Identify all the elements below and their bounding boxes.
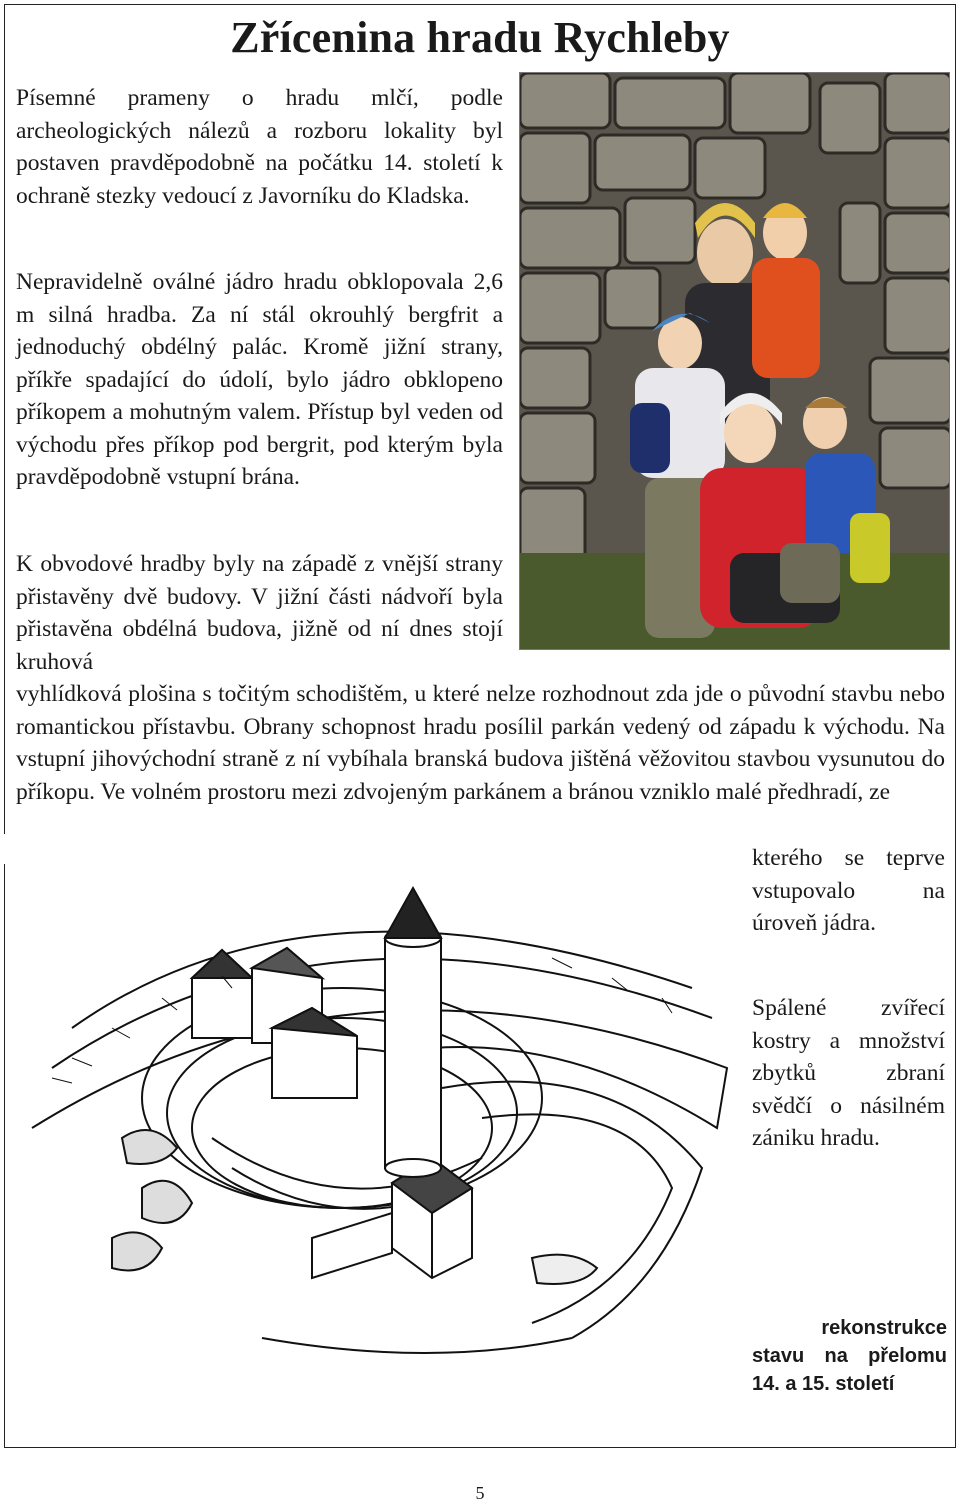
- paragraph-forecourt-end: kterého se teprve vstupovalo na úroveň jádra.: [752, 845, 945, 936]
- photo-illustration: [520, 73, 950, 650]
- drawing-illustration: [12, 868, 737, 1388]
- paragraph-buildings-continued: vyhlídková plošina s točitým schodištěm, u které nelze rozhodnout zda jde o původní stavbu nebo romantickou přístavbu. Obrany schopnost hradu posílil parkán vedený od západu k východu. Na vstupní jihovýchodní straně z ní vybíhala branská budova jištěná věžovitou stavbou vysunutou do příkopu. Ve volném prostoru mezi zdvojeným parkánem a bránou vzniklo malé předhradí, ze: [16, 681, 945, 805]
- paragraph-core-description: Nepravidelně oválné jádro hradu obklopovala 2,6 m silná hradba. Za ní stál okrouhlý bergfrit a jednoduchý obdélný palác. Kromě jižní strany, příkře spadající do údolí, bylo jádro obklopeno příkopem a mohutným valem. Přístup byl veden od východu přes příkop pod bergrit, pod kterým byla pravděpodobně vstupní brána.: [16, 269, 503, 490]
- caption-line-1: rekonstrukce: [821, 1317, 947, 1339]
- ruin-photo: [519, 72, 950, 650]
- drawing-caption: [752, 1314, 947, 1398]
- caption-line-3: 14. a 15. století: [752, 1373, 895, 1395]
- caption-line-2: stavu na přelomu: [752, 1345, 947, 1367]
- paragraph-origin: Písemné prameny o hradu mlčí, podle archeologických nálezů a rozboru lokality byl postaven pravděpodobně na počátku 14. století k ochraně stezky vedoucí z Javorníku do Kladska.: [16, 85, 503, 209]
- frame-gap: [0, 834, 12, 864]
- page-title: Zřícenina hradu Rychleby: [230, 13, 730, 62]
- castle-reconstruction-drawing: [12, 868, 737, 1388]
- paragraph-destruction: Spálené zvířecí kostry a množství zbytků zbraní svědčí o násilném zániku hradu.: [752, 995, 945, 1151]
- page-number: 5: [475, 1483, 485, 1503]
- paragraph-buildings: K obvodové hradby byly na západě z vnější strany přistavěny dvě budovy. V jižní části nádvoří byla přistavěna obdélná budova, jižně od ní dnes stojí kruhová: [16, 551, 503, 675]
